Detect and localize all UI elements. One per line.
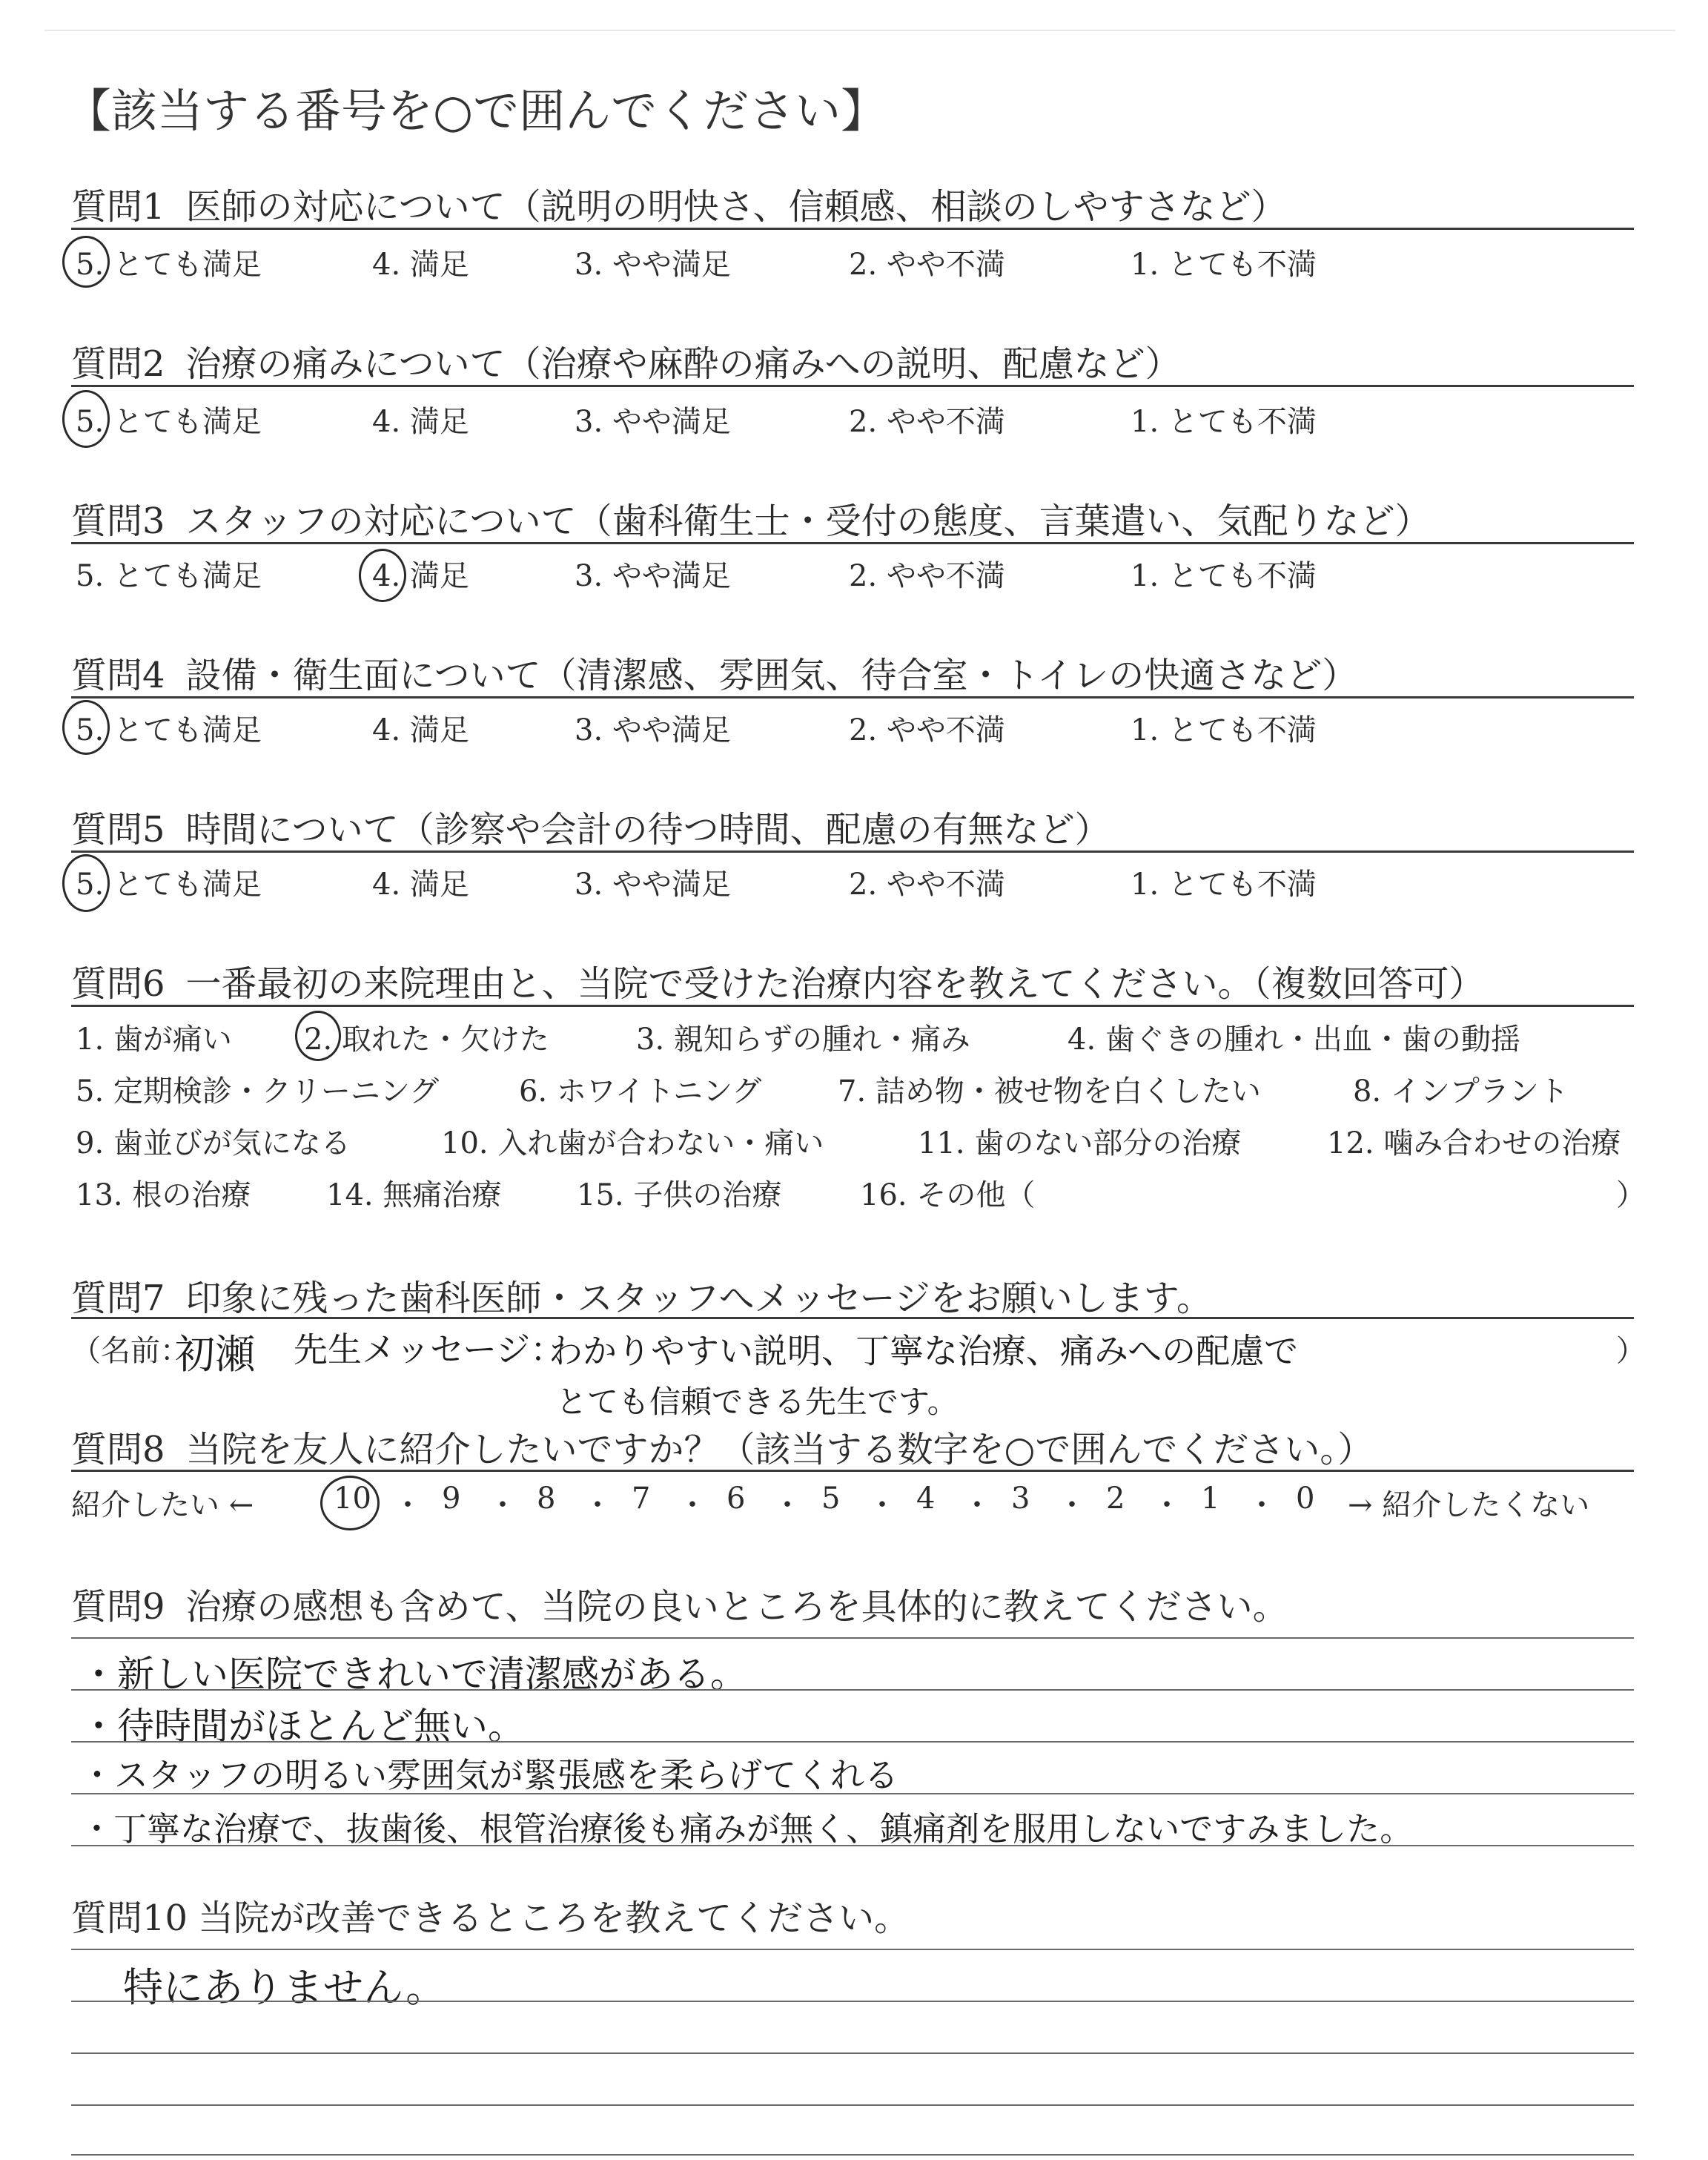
- scale-right-label: → 紹介したくない: [1348, 1488, 1590, 1522]
- question-9: [71, 1578, 1288, 1629]
- question-text: 印象に残った歯科医師・スタッフへメッセージをお願いします。: [185, 1278, 1212, 1319]
- option-5[interactable]: 5. とても満足: [76, 868, 262, 902]
- option-2[interactable]: 2. やや不満: [849, 248, 1005, 282]
- answer-handwritten: 特にありません。: [123, 1964, 446, 2011]
- question-7: [71, 1269, 1212, 1321]
- scale-dot: ・: [1247, 1488, 1277, 1522]
- question-3: [71, 492, 1431, 544]
- reason-option-9[interactable]: 9. 歯並びが気になる: [76, 1126, 351, 1160]
- question-6: [71, 955, 1485, 1006]
- page-title: 【該当する番号を○で囲んでください】: [65, 84, 887, 138]
- option-3[interactable]: 3. やや満足: [575, 559, 731, 593]
- reason-option-2[interactable]: 2. 取れた・欠けた: [304, 1023, 549, 1057]
- reason-option-8[interactable]: 8. インプラント: [1353, 1074, 1569, 1109]
- option-2[interactable]: 2. やや不満: [849, 713, 1005, 747]
- question-rule: [71, 1005, 1634, 1007]
- scale-dot: ・: [772, 1488, 802, 1522]
- option-5[interactable]: 5. とても満足: [76, 713, 262, 747]
- option-1[interactable]: 1. とても不満: [1131, 248, 1317, 282]
- answer-line: [71, 1949, 1634, 1950]
- answer-line: [71, 1637, 1634, 1639]
- page-top-edge: [44, 30, 1675, 31]
- option-2[interactable]: 2. やや不満: [849, 868, 1005, 902]
- selection-circle: [295, 1011, 341, 1061]
- option-1[interactable]: 1. とても不満: [1131, 405, 1317, 439]
- scale-4[interactable]: 4: [916, 1482, 936, 1516]
- scale-dot: ・: [1152, 1488, 1182, 1522]
- scale-dot: ・: [678, 1488, 707, 1522]
- question-text: 医師の対応について（説明の明快さ、信頼感、相談のしやすさなど）: [185, 186, 1287, 228]
- scale-8[interactable]: 8: [537, 1482, 556, 1516]
- reason-option-7[interactable]: 7. 詰め物・被せ物を白くしたい: [838, 1074, 1261, 1109]
- question-text: 当院が改善できるところを教えてください。: [198, 1898, 910, 1939]
- answer-handwritten: ・待時間がほとんど無い。: [80, 1705, 525, 1748]
- option-3[interactable]: 3. やや満足: [575, 405, 731, 439]
- question-text: スタッフの対応について（歯科衛生士・受付の態度、言葉遣い、気配りなど）: [185, 501, 1431, 542]
- question-number: 質問8: [71, 1429, 165, 1470]
- option-3[interactable]: 3. やや満足: [575, 868, 731, 902]
- question-number: 質問7: [71, 1278, 165, 1319]
- question-number: 質問4: [71, 655, 165, 696]
- option-5[interactable]: 5. とても満足: [76, 405, 262, 439]
- question-text: 設備・衛生面について（清潔感、雰囲気、待合室・トイレの快適さなど）: [185, 655, 1358, 696]
- option-1[interactable]: 1. とても不満: [1131, 713, 1317, 747]
- scale-left-label: 紹介したい ←: [71, 1488, 254, 1522]
- answer-line: [71, 1793, 1634, 1794]
- reason-option-14[interactable]: 14. 無痛治療: [326, 1178, 502, 1212]
- question-rule: [71, 696, 1634, 698]
- option-4[interactable]: 4. 満足: [372, 559, 469, 593]
- option-2[interactable]: 2. やや不満: [849, 559, 1005, 593]
- scale-3[interactable]: 3: [1011, 1482, 1030, 1516]
- question-4: [71, 647, 1357, 698]
- reason-option-1[interactable]: 1. 歯が痛い: [76, 1023, 232, 1057]
- close-paren: ）: [1616, 1334, 1646, 1368]
- option-4[interactable]: 4. 満足: [372, 248, 469, 282]
- reason-option-10[interactable]: 10. 入れ歯が合わない・痛い: [441, 1126, 824, 1160]
- question-text: 一番最初の来院理由と、当院で受けた治療内容を教えてください。（複数回答可）: [185, 963, 1485, 1005]
- answer-line: [71, 2001, 1634, 2002]
- answer-handwritten: ・新しい医院できれいで清潔感がある。: [80, 1653, 747, 1696]
- question-number: 質問1: [71, 186, 165, 228]
- question-number: 質問5: [71, 809, 165, 851]
- answer-line: [71, 1689, 1634, 1691]
- scale-1[interactable]: 1: [1201, 1482, 1220, 1516]
- selection-circle: [320, 1476, 380, 1530]
- reason-option-3[interactable]: 3. 親知らずの腫れ・痛み: [636, 1023, 970, 1057]
- doctor-name-handwritten: 初瀬: [175, 1331, 255, 1378]
- selection-circle: [62, 390, 110, 448]
- option-1[interactable]: 1. とても不満: [1131, 559, 1317, 593]
- question-rule: [71, 385, 1634, 387]
- option-2[interactable]: 2. やや不満: [849, 405, 1005, 439]
- message-label: 先生メッセージ：: [294, 1330, 565, 1370]
- question-number: 質問10: [71, 1898, 188, 1939]
- answer-handwritten: ・丁寧な治療で、抜歯後、根管治療後も痛みが無く、鎮痛剤を服用しないですみました。: [80, 1809, 1414, 1849]
- question-number: 質問6: [71, 963, 165, 1005]
- question-10: [71, 1889, 910, 1941]
- reason-option-11[interactable]: 11. 歯のない部分の治療: [918, 1126, 1242, 1160]
- answer-line: [71, 1741, 1634, 1743]
- answer-line: [71, 2104, 1634, 2106]
- question-2: [71, 335, 1181, 386]
- question-rule: [71, 851, 1634, 853]
- question-rule: [71, 228, 1634, 230]
- answer-line: [71, 1845, 1634, 1846]
- question-rule: [71, 1470, 1634, 1472]
- scale-dot: ・: [583, 1488, 612, 1522]
- scale-dot: ・: [488, 1488, 517, 1522]
- question-number: 質問2: [71, 343, 165, 385]
- reason-option-6[interactable]: 6. ホワイトニング: [519, 1074, 762, 1109]
- scale-10[interactable]: 10: [334, 1482, 371, 1516]
- name-label: （名前：: [71, 1334, 190, 1368]
- option-3[interactable]: 3. やや満足: [575, 248, 731, 282]
- reason-option-16[interactable]: 16. その他（: [860, 1178, 1036, 1212]
- answer-line: [71, 2154, 1634, 2156]
- option-4[interactable]: 4. 満足: [372, 713, 469, 747]
- option-5[interactable]: 5. とても満足: [76, 559, 262, 593]
- selection-circle: [359, 549, 406, 602]
- option-4[interactable]: 4. 満足: [372, 405, 469, 439]
- question-5: [71, 801, 1110, 852]
- scale-5[interactable]: 5: [821, 1482, 841, 1516]
- option-3[interactable]: 3. やや満足: [575, 713, 731, 747]
- selection-circle: [62, 854, 110, 912]
- question-text: 治療の感想も含めて、当院の良いところを具体的に教えてください。: [185, 1586, 1288, 1628]
- scale-9[interactable]: 9: [442, 1482, 461, 1516]
- message-handwritten-line2: とても信頼できる先生です。: [556, 1384, 959, 1420]
- scale-6[interactable]: 6: [726, 1482, 746, 1516]
- question-text: 治療の痛みについて（治療や麻酔の痛みへの説明、配慮など）: [185, 343, 1181, 385]
- scale-dot: ・: [962, 1488, 992, 1522]
- question-rule: [71, 542, 1634, 544]
- scale-dot: ・: [1057, 1488, 1087, 1522]
- question-8: [71, 1421, 1373, 1472]
- question-rule: [71, 1317, 1634, 1319]
- answer-line: [71, 2052, 1634, 2054]
- scale-7[interactable]: 7: [632, 1482, 651, 1516]
- question-text: 時間について（診察や会計の待つ時間、配慮の有無など）: [185, 809, 1110, 851]
- close-paren: ）: [1616, 1178, 1646, 1212]
- scale-2[interactable]: 2: [1106, 1482, 1125, 1516]
- reason-option-5[interactable]: 5. 定期検診・クリーニング: [76, 1074, 440, 1109]
- selection-circle: [62, 700, 110, 755]
- reason-option-12[interactable]: 12. 噛み合わせの治療: [1327, 1126, 1621, 1160]
- reason-option-15[interactable]: 15. 子供の治療: [577, 1178, 782, 1212]
- reason-option-4[interactable]: 4. 歯ぐきの腫れ・出血・歯の動揺: [1068, 1023, 1520, 1057]
- scale-dot: ・: [393, 1488, 423, 1522]
- option-5[interactable]: 5. とても満足: [76, 248, 262, 282]
- question-1: [71, 178, 1287, 229]
- question-number: 質問9: [71, 1586, 165, 1628]
- question-text: 当院を友人に紹介したいですか？（該当する数字を○で囲んでください。）: [185, 1429, 1374, 1470]
- selection-circle: [62, 236, 110, 288]
- answer-handwritten: ・スタッフの明るい雰囲気が緊張感を柔らげてくれる: [80, 1755, 898, 1795]
- option-1[interactable]: 1. とても不満: [1131, 868, 1317, 902]
- message-handwritten-line1: わかりやすい説明、丁寧な治療、痛みへの配慮で: [549, 1331, 1299, 1371]
- question-number: 質問3: [71, 501, 165, 542]
- scale-0[interactable]: 0: [1296, 1482, 1315, 1516]
- reason-option-13[interactable]: 13. 根の治療: [76, 1178, 251, 1212]
- scale-dot: ・: [867, 1488, 897, 1522]
- option-4[interactable]: 4. 満足: [372, 868, 469, 902]
